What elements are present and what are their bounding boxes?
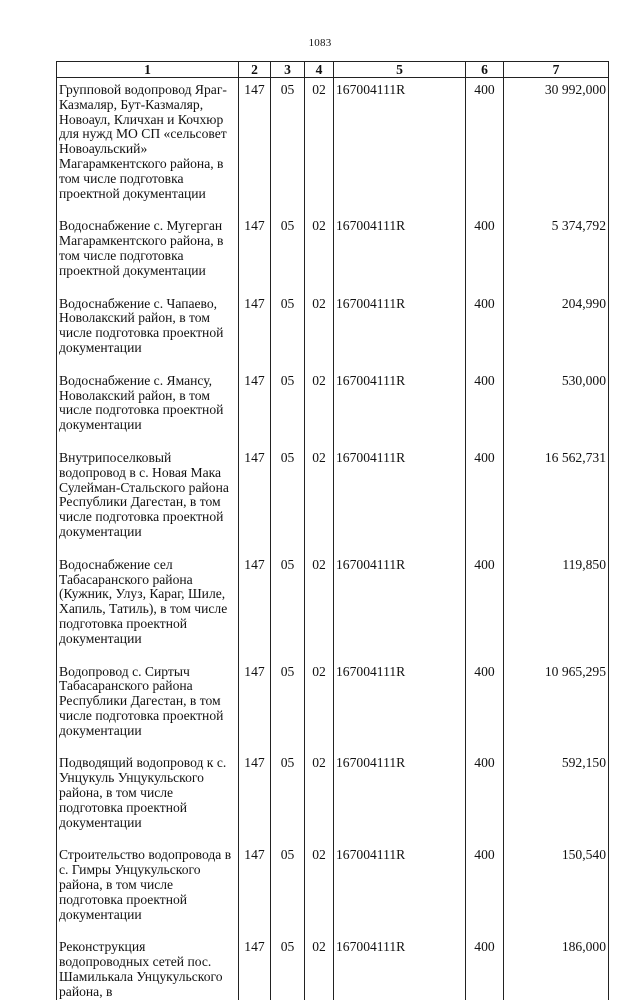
row-col5-cell: 167004111R xyxy=(334,660,466,752)
table-row xyxy=(57,369,609,446)
row-amount-cell: 30 992,000 xyxy=(504,78,609,215)
row-col3-cell: 05 xyxy=(271,935,305,999)
row-col6-cell: 400 xyxy=(466,660,504,752)
row-col5-cell: 167004111R xyxy=(334,935,466,999)
row-col3-cell: 05 xyxy=(271,78,305,215)
row-col2-cell: 147 xyxy=(239,292,271,369)
row-col6-cell: 400 xyxy=(466,843,504,935)
table-row xyxy=(57,843,609,935)
row-col5-cell: 167004111R xyxy=(334,446,466,553)
row-col3-cell: 05 xyxy=(271,553,305,660)
row-col5-cell: 167004111R xyxy=(334,751,466,843)
row-col4-cell: 02 xyxy=(305,660,334,752)
row-col6-cell: 400 xyxy=(466,292,504,369)
column-header-7: 7 xyxy=(504,62,609,78)
page-number: 1083 xyxy=(308,37,332,49)
row-col4-cell: 02 xyxy=(305,369,334,446)
row-col5-cell: 167004111R xyxy=(334,78,466,215)
row-name-cell: Внутрипоселковый водопровод в с. Новая Мака Сулейман-Стальского района Республики Дагестан, в том числе подготовка проектной документации xyxy=(57,446,239,553)
row-col3-cell: 05 xyxy=(271,843,305,935)
row-amount-cell: 119,850 xyxy=(504,553,609,660)
row-amount-cell: 16 562,731 xyxy=(504,446,609,553)
table-body xyxy=(57,78,609,1000)
row-col6-cell: 400 xyxy=(466,446,504,553)
row-col5-cell: 167004111R xyxy=(334,214,466,291)
row-amount-cell: 592,150 xyxy=(504,751,609,843)
row-amount-cell: 204,990 xyxy=(504,292,609,369)
row-name-cell: Групповой водопровод Яраг-Казмаляр, Бут-Казмаляр, Новоаул, Кличхан и Кочхюр для нужд МО СП «сельсовет Новоаульский» Магарамкентского района, в том числе подготовка проектной документации xyxy=(57,78,239,215)
column-header-1: 1 xyxy=(57,62,239,78)
row-col2-cell: 147 xyxy=(239,843,271,935)
row-name-cell: Реконструкция водопроводных сетей пос. Шамилькала Унцукульского района, в xyxy=(57,935,239,999)
row-col3-cell: 05 xyxy=(271,214,305,291)
row-col5-cell: 167004111R xyxy=(334,292,466,369)
table-row xyxy=(57,292,609,369)
row-col4-cell: 02 xyxy=(305,843,334,935)
column-header-4: 4 xyxy=(305,62,334,78)
row-amount-cell: 150,540 xyxy=(504,843,609,935)
row-col2-cell: 147 xyxy=(239,935,271,999)
row-col6-cell: 400 xyxy=(466,751,504,843)
table-row xyxy=(57,553,609,660)
row-col6-cell: 400 xyxy=(466,214,504,291)
column-header-2: 2 xyxy=(239,62,271,78)
row-col3-cell: 05 xyxy=(271,292,305,369)
row-col5-cell: 167004111R xyxy=(334,369,466,446)
row-col6-cell: 400 xyxy=(466,935,504,999)
row-col4-cell: 02 xyxy=(305,751,334,843)
row-name-cell: Водоснабжение с. Чапаево, Новолакский район, в том числе подготовка проектной документации xyxy=(57,292,239,369)
table-row xyxy=(57,446,609,553)
budget-table xyxy=(56,61,609,1000)
row-col2-cell: 147 xyxy=(239,214,271,291)
row-col6-cell: 400 xyxy=(466,78,504,215)
row-amount-cell: 5 374,792 xyxy=(504,214,609,291)
row-col2-cell: 147 xyxy=(239,553,271,660)
row-col2-cell: 147 xyxy=(239,369,271,446)
row-amount-cell: 10 965,295 xyxy=(504,660,609,752)
row-name-cell: Водоснабжение сел Табасаранского района (Кужник, Улуз, Караг, Шиле, Хапиль, Татиль), в том числе подготовка проектной документации xyxy=(57,553,239,660)
row-col2-cell: 147 xyxy=(239,660,271,752)
table-row xyxy=(57,660,609,752)
row-col4-cell: 02 xyxy=(305,935,334,999)
table-row xyxy=(57,78,609,215)
row-col5-cell: 167004111R xyxy=(334,843,466,935)
row-col4-cell: 02 xyxy=(305,292,334,369)
row-col6-cell: 400 xyxy=(466,553,504,660)
row-name-cell: Подводящий водопровод к с. Унцукуль Унцукульского района, в том числе подготовка проектной документации xyxy=(57,751,239,843)
row-name-cell: Водоснабжение с. Мугерган Магарамкентского района, в том числе подготовка проектной документации xyxy=(57,214,239,291)
column-header-3: 3 xyxy=(271,62,305,78)
table-row xyxy=(57,751,609,843)
row-name-cell: Водоснабжение с. Ямансу, Новолакский район, в том числе подготовка проектной документации xyxy=(57,369,239,446)
row-col2-cell: 147 xyxy=(239,78,271,215)
table-row xyxy=(57,214,609,291)
row-col3-cell: 05 xyxy=(271,660,305,752)
row-col4-cell: 02 xyxy=(305,78,334,215)
row-col4-cell: 02 xyxy=(305,214,334,291)
row-amount-cell: 186,000 xyxy=(504,935,609,999)
row-col4-cell: 02 xyxy=(305,553,334,660)
row-name-cell: Строительство водопровода в с. Гимры Унцукульского района, в том числе подготовка проектной документации xyxy=(57,843,239,935)
row-col4-cell: 02 xyxy=(305,446,334,553)
row-col2-cell: 147 xyxy=(239,446,271,553)
column-header-5: 5 xyxy=(334,62,466,78)
row-name-cell: Водопровод с. Сиртыч Табасаранского района Республики Дагестан, в том числе подготовка проектной документации xyxy=(57,660,239,752)
row-col3-cell: 05 xyxy=(271,446,305,553)
row-amount-cell: 530,000 xyxy=(504,369,609,446)
row-col3-cell: 05 xyxy=(271,751,305,843)
table-header-row xyxy=(57,62,609,78)
row-col5-cell: 167004111R xyxy=(334,553,466,660)
column-header-6: 6 xyxy=(466,62,504,78)
table-row xyxy=(57,935,609,999)
row-col3-cell: 05 xyxy=(271,369,305,446)
row-col6-cell: 400 xyxy=(466,369,504,446)
row-col2-cell: 147 xyxy=(239,751,271,843)
